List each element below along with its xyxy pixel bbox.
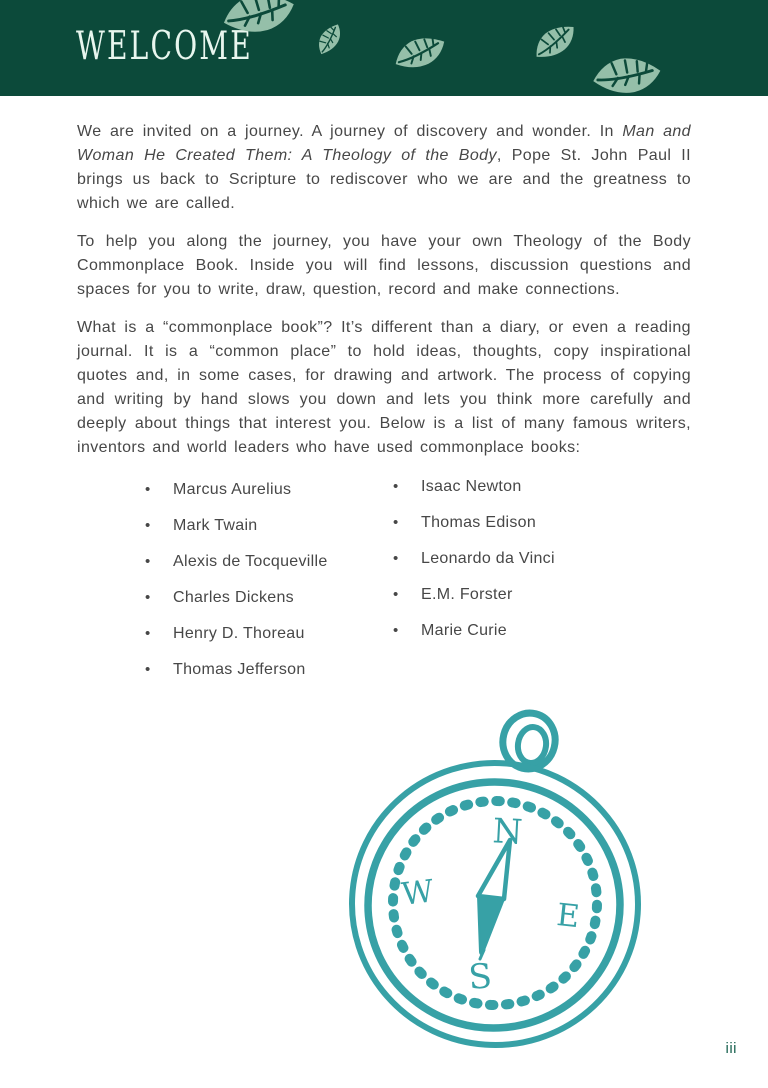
intro-paragraph [77, 120, 691, 216]
list-item [393, 511, 555, 535]
leaf-icon [309, 20, 350, 57]
list-item-label: Alexis de Tocqueville [173, 553, 328, 570]
list-item [145, 550, 393, 574]
bullet-icon: • [393, 514, 399, 531]
list-item [145, 586, 393, 610]
page-title: WELCOME [76, 24, 253, 69]
list-item-label: Thomas Jefferson [173, 661, 306, 678]
compass-needle-icon [478, 840, 510, 959]
bullet-icon: • [393, 586, 399, 603]
list-item-label: Henry D. Thoreau [173, 625, 305, 642]
leaf-icon [530, 22, 580, 61]
bullet-icon: • [393, 478, 399, 495]
compass-label-east: E [554, 896, 582, 936]
compass-label-west: W [399, 873, 436, 913]
list-item-label: Mark Twain [173, 517, 258, 534]
paragraph-text: We are invited on a journey. A journey of discovery and wonder. In [77, 123, 623, 140]
journey-paragraph: To help you along the journey, you have your own Theology of the Body Commonplace Book. Inside you will find lessons, discussion questions and spaces for you to write, draw, question, record and make connections. [77, 233, 691, 298]
list-item [393, 583, 555, 607]
book-title-italic: Man and Woman He Created Them: A Theology of the Body [77, 123, 691, 164]
list-item-label: Marcus Aurelius [173, 481, 292, 498]
list-item [393, 547, 555, 571]
list-item [393, 619, 555, 643]
list-item-label: E.M. Forster [421, 586, 513, 603]
list-item [145, 622, 393, 646]
list-item [145, 514, 393, 538]
list-item-label: Marie Curie [421, 622, 507, 639]
list-item [393, 475, 555, 499]
famous-people-list [145, 478, 691, 694]
list-item-label: Thomas Edison [421, 514, 537, 531]
paragraph-text: , Pope St. John Paul II brings us back to Scripture to rediscover who we are and the greatness to which we are called. [77, 147, 691, 212]
list-item-label: Isaac Newton [421, 478, 522, 495]
compass-label-south: S [467, 956, 494, 998]
list-item-label: Charles Dickens [173, 589, 294, 606]
bullet-icon: • [145, 625, 151, 642]
page-content [77, 120, 691, 694]
bullet-icon: • [145, 589, 151, 606]
bullet-icon: • [145, 661, 151, 678]
bullet-icon: • [393, 550, 399, 567]
famous-people-column-left [145, 478, 393, 694]
list-item [145, 478, 393, 502]
list-item [145, 658, 393, 682]
page-number: iii [725, 1040, 737, 1057]
bullet-icon: • [393, 622, 399, 639]
famous-people-column-right [393, 475, 555, 694]
bullet-icon: • [145, 517, 151, 534]
header-banner [0, 0, 768, 96]
compass-illustration [345, 700, 655, 1062]
bullet-icon: • [145, 553, 151, 570]
commonplace-paragraph: What is a “commonplace book”? It’s different than a diary, or even a reading journal. It is a “common place” to hold ideas, thoughts, copy inspirational quotes and, in some cases, for drawing and artwork. The process of copying and writing by hand slows you down and lets you think more carefully and deeply about things that interest you. Below is a list of many famous writers, inventors and world leaders who have used commonplace books: [77, 319, 691, 456]
compass-label-north: N [491, 811, 524, 853]
list-item-label: Leonardo da Vinci [421, 550, 555, 567]
leaf-icon [588, 41, 667, 96]
leaf-icon [392, 31, 448, 73]
bullet-icon: • [145, 481, 151, 498]
